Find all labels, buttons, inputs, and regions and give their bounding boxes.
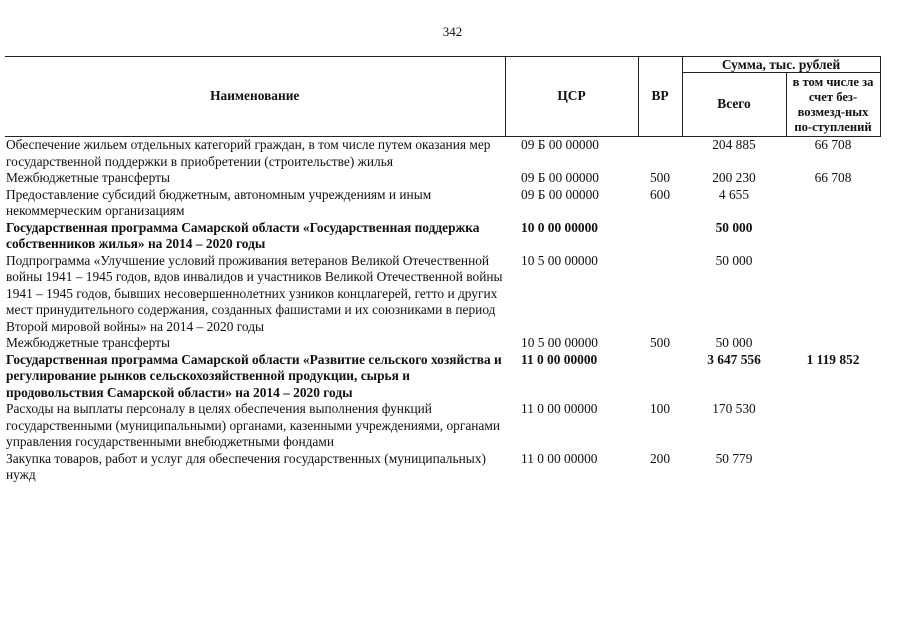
table-row [5, 137, 880, 171]
table-row [5, 335, 880, 352]
table-row [5, 187, 880, 220]
row-name: Обеспечение жильем отдельных категорий граждан, в том числе путем оказания мер государственной поддержки в приобретении (строительстве) жилья [6, 137, 491, 169]
row-free [786, 220, 880, 253]
row-csr: 09 Б 00 00000 [521, 170, 599, 185]
row-csr: 11 0 00 00000 [521, 401, 598, 416]
row-csr: 09 Б 00 00000 [521, 186, 599, 202]
row-name: Подпрограмма «Улучшение условий проживания ветеранов Великой Отечественной войны 1941 – 1945 годов, вдов инвалидов и участников Великой Отечественной войны 1941 – 1945 годов, бывших несовершеннолетних узников концлагерей, гетто и других мест принудительного содержания, созданных фашистами и их союзниками в период Второй мировой войны» на 2014 – 2020 годы [6, 252, 503, 334]
row-name: Межбюджетные трансферты [6, 335, 170, 350]
row-total: 4 655 [718, 186, 750, 202]
row-total: 50 000 [715, 252, 753, 268]
row-total: 200 230 [712, 170, 756, 185]
table-row [5, 352, 880, 402]
page-number: 342 [442, 24, 463, 39]
row-free [786, 187, 880, 220]
table-row [5, 170, 880, 187]
table-body [5, 137, 880, 484]
row-free [786, 253, 880, 336]
table-row [5, 253, 880, 336]
row-total: 170 530 [712, 401, 756, 416]
row-csr: 11 0 00 00000 [521, 450, 598, 466]
table-row [5, 401, 880, 451]
table-row [5, 220, 880, 253]
row-csr: 10 0 00 00000 [521, 219, 598, 235]
row-free: 1 119 852 [806, 351, 860, 367]
budget-table [5, 56, 881, 484]
header-csr: ЦСР [505, 57, 638, 137]
row-total: 50 779 [715, 450, 753, 466]
row-vr [638, 352, 682, 402]
header-vr: ВР [638, 57, 682, 137]
row-name: Закупка товаров, работ и услуг для обеспечения государственных (муниципальных) нужд [6, 450, 486, 482]
row-total: 50 000 [715, 219, 753, 235]
table-row [5, 451, 880, 484]
row-vr: 200 [649, 450, 671, 466]
row-csr: 11 0 00 00000 [521, 351, 598, 367]
header-free: в том числе за счет без-возмезд-ных по-ступлений [786, 73, 880, 137]
row-total: 3 647 556 [707, 351, 761, 367]
row-name: Государственная программа Самарской области «Государственная поддержка собственников жилья» на 2014 – 2020 годы [6, 219, 480, 251]
row-name: Межбюджетные трансферты [6, 170, 170, 185]
row-vr [638, 253, 682, 336]
row-name: Государственная программа Самарской области «Развитие сельского хозяйства и регулирование рынков сельскохозяйственной продукции, сырья и продовольствия Самарской области» на 2014 – 2020 годы [6, 351, 502, 400]
row-vr: 100 [649, 401, 671, 416]
row-vr [638, 220, 682, 253]
row-name: Предоставление субсидий бюджетным, автономным учреждениям и иным некоммерческим организациям [6, 186, 432, 218]
row-free [786, 401, 880, 451]
row-csr: 09 Б 00 00000 [521, 137, 599, 152]
row-vr: 500 [649, 170, 671, 185]
row-name: Расходы на выплаты персоналу в целях обеспечения выполнения функций государственными (муниципальными) органами, казенными учреждениями, органами управления государственными внебюджетными фондами [6, 401, 501, 449]
header-name: Наименование [5, 57, 505, 137]
row-vr [638, 137, 682, 171]
row-vr: 500 [649, 335, 671, 350]
header-total: Всего [682, 73, 786, 137]
row-csr: 10 5 00 00000 [521, 335, 598, 350]
row-total: 204 885 [712, 137, 756, 152]
row-free: 66 708 [814, 170, 852, 185]
row-free [786, 335, 880, 352]
row-free: 66 708 [814, 137, 852, 152]
row-vr: 600 [649, 186, 671, 202]
table-header [5, 57, 880, 137]
row-csr: 10 5 00 00000 [521, 252, 598, 268]
row-free [786, 451, 880, 484]
header-sum: Сумма, тыс. рублей [682, 57, 880, 73]
row-total: 50 000 [715, 335, 753, 350]
